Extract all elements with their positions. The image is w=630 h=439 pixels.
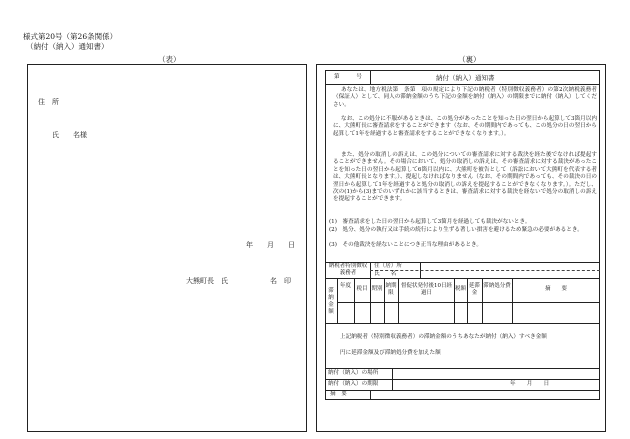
note-line-2: 円に延滞金額及び滞納処分費を加えた額	[340, 350, 441, 356]
list-item-1: (1) 審査請求をした日の翌日から起算して3箇月を経過しても裁決がないとき。	[329, 219, 531, 225]
taxpayer-address-field[interactable]	[421, 263, 599, 269]
doc-number-label: 第 号	[334, 74, 362, 80]
front-seal-label: 名 印	[270, 277, 291, 285]
header-late-fee: 延滞金	[468, 283, 480, 296]
front-date-label: 年 月 日	[246, 241, 295, 249]
body-paragraph-3: また、処分の取消しの訴えは、この処分についての審査請求に対する裁決を経た後でなければ提起することができません。その場合において、処分の取消しの訴えは、その審査請求に対する裁決があったことを知った日の翌日から起算して6箇月以内に、大熊町を被告として（訴訟において大熊町を代表する者は、大熊町長となります。）、提起しなければなりません（なお、その期間内であっても、その裁決の日の翌日から起算して1年を経過すると処分の取消しの訴えを提起することができなくなります。）。ただし、次の(1)から(3)までのいずれかに該当するときは、審査請求に対する裁決を経ないで処分の取消しの訴えを提起することができます。	[333, 152, 597, 203]
form-number: 様式第20号（第26条関係）	[23, 32, 118, 41]
front-address-label: 住 所	[38, 98, 59, 106]
payment-deadline-date: 年 月 日	[510, 381, 550, 387]
list-item-3: (3) その他裁決を経ないことにつき正当な理由があるとき。	[329, 242, 483, 248]
header-fiscal-year: 年度	[339, 283, 351, 289]
taxpayer-label: 納税者特別徴収義務者	[328, 263, 368, 276]
header-tax-amount: 税額	[454, 286, 466, 292]
payment-deadline-label: 納付（納入）の期限	[328, 381, 379, 387]
taxpayer-name-label: 氏 名	[374, 271, 397, 277]
header-period: 期別	[371, 286, 383, 292]
body-paragraph-1: あなたは、地方税法第 条第 項の規定により下記の納税者（特別徴収義務者）の第2次納税義務者（保証人）として、同人の滞納金額のうち下記の金額を納付（納入）の期限までに納付（納入）してください。	[333, 87, 597, 108]
payment-place-label: 納付（納入）の場所	[328, 370, 379, 376]
payment-place-field[interactable]	[394, 370, 598, 377]
remarks-label: 摘 要	[330, 391, 347, 397]
taxpayer-address-label: 住（居）所	[374, 263, 402, 269]
back-panel-label: （裏）	[458, 55, 481, 64]
taxpayer-name-field[interactable]	[421, 271, 599, 277]
header-tax-item: 税目	[356, 286, 368, 292]
delinquent-amount-label: 滞納金額	[328, 288, 334, 315]
front-panel-label: （表）	[158, 55, 181, 64]
note-line-1: 上記納税者（特別徴収義務者）の滞納金額のうちあなたが納付（納入）すべき金額	[340, 334, 547, 340]
header-disposition-cost: 滞納処分費	[483, 283, 511, 289]
list-item-2: (2) 処分、処分の執行又は手続の続行により生ずる著しい損害を避けるため緊急の必要があるとき。	[329, 227, 583, 233]
front-issuer-label: 大熊町長 氏	[186, 277, 228, 285]
header-remarks: 摘 要	[544, 286, 567, 292]
remarks-field[interactable]	[372, 391, 598, 398]
front-name-label: 氏 名様	[52, 131, 87, 139]
doc-title: 納付（納入）通知書	[436, 74, 495, 82]
header-due-date: 納期限	[385, 283, 397, 296]
body-paragraph-2: なお、この処分に不服があるときは、この処分があったことを知った日の翌日から起算して3箇月以内に、大熊町長に審査請求をすることができます（なお、その期間内であっても、この処分の日の翌日から起算して1年を経過すると審査請求をすることができなくなります。）。	[333, 116, 597, 137]
form-title: （納付（納入）通知書）	[26, 42, 109, 51]
header-reminder-date: 督促状発付後10日経過日	[401, 283, 452, 296]
